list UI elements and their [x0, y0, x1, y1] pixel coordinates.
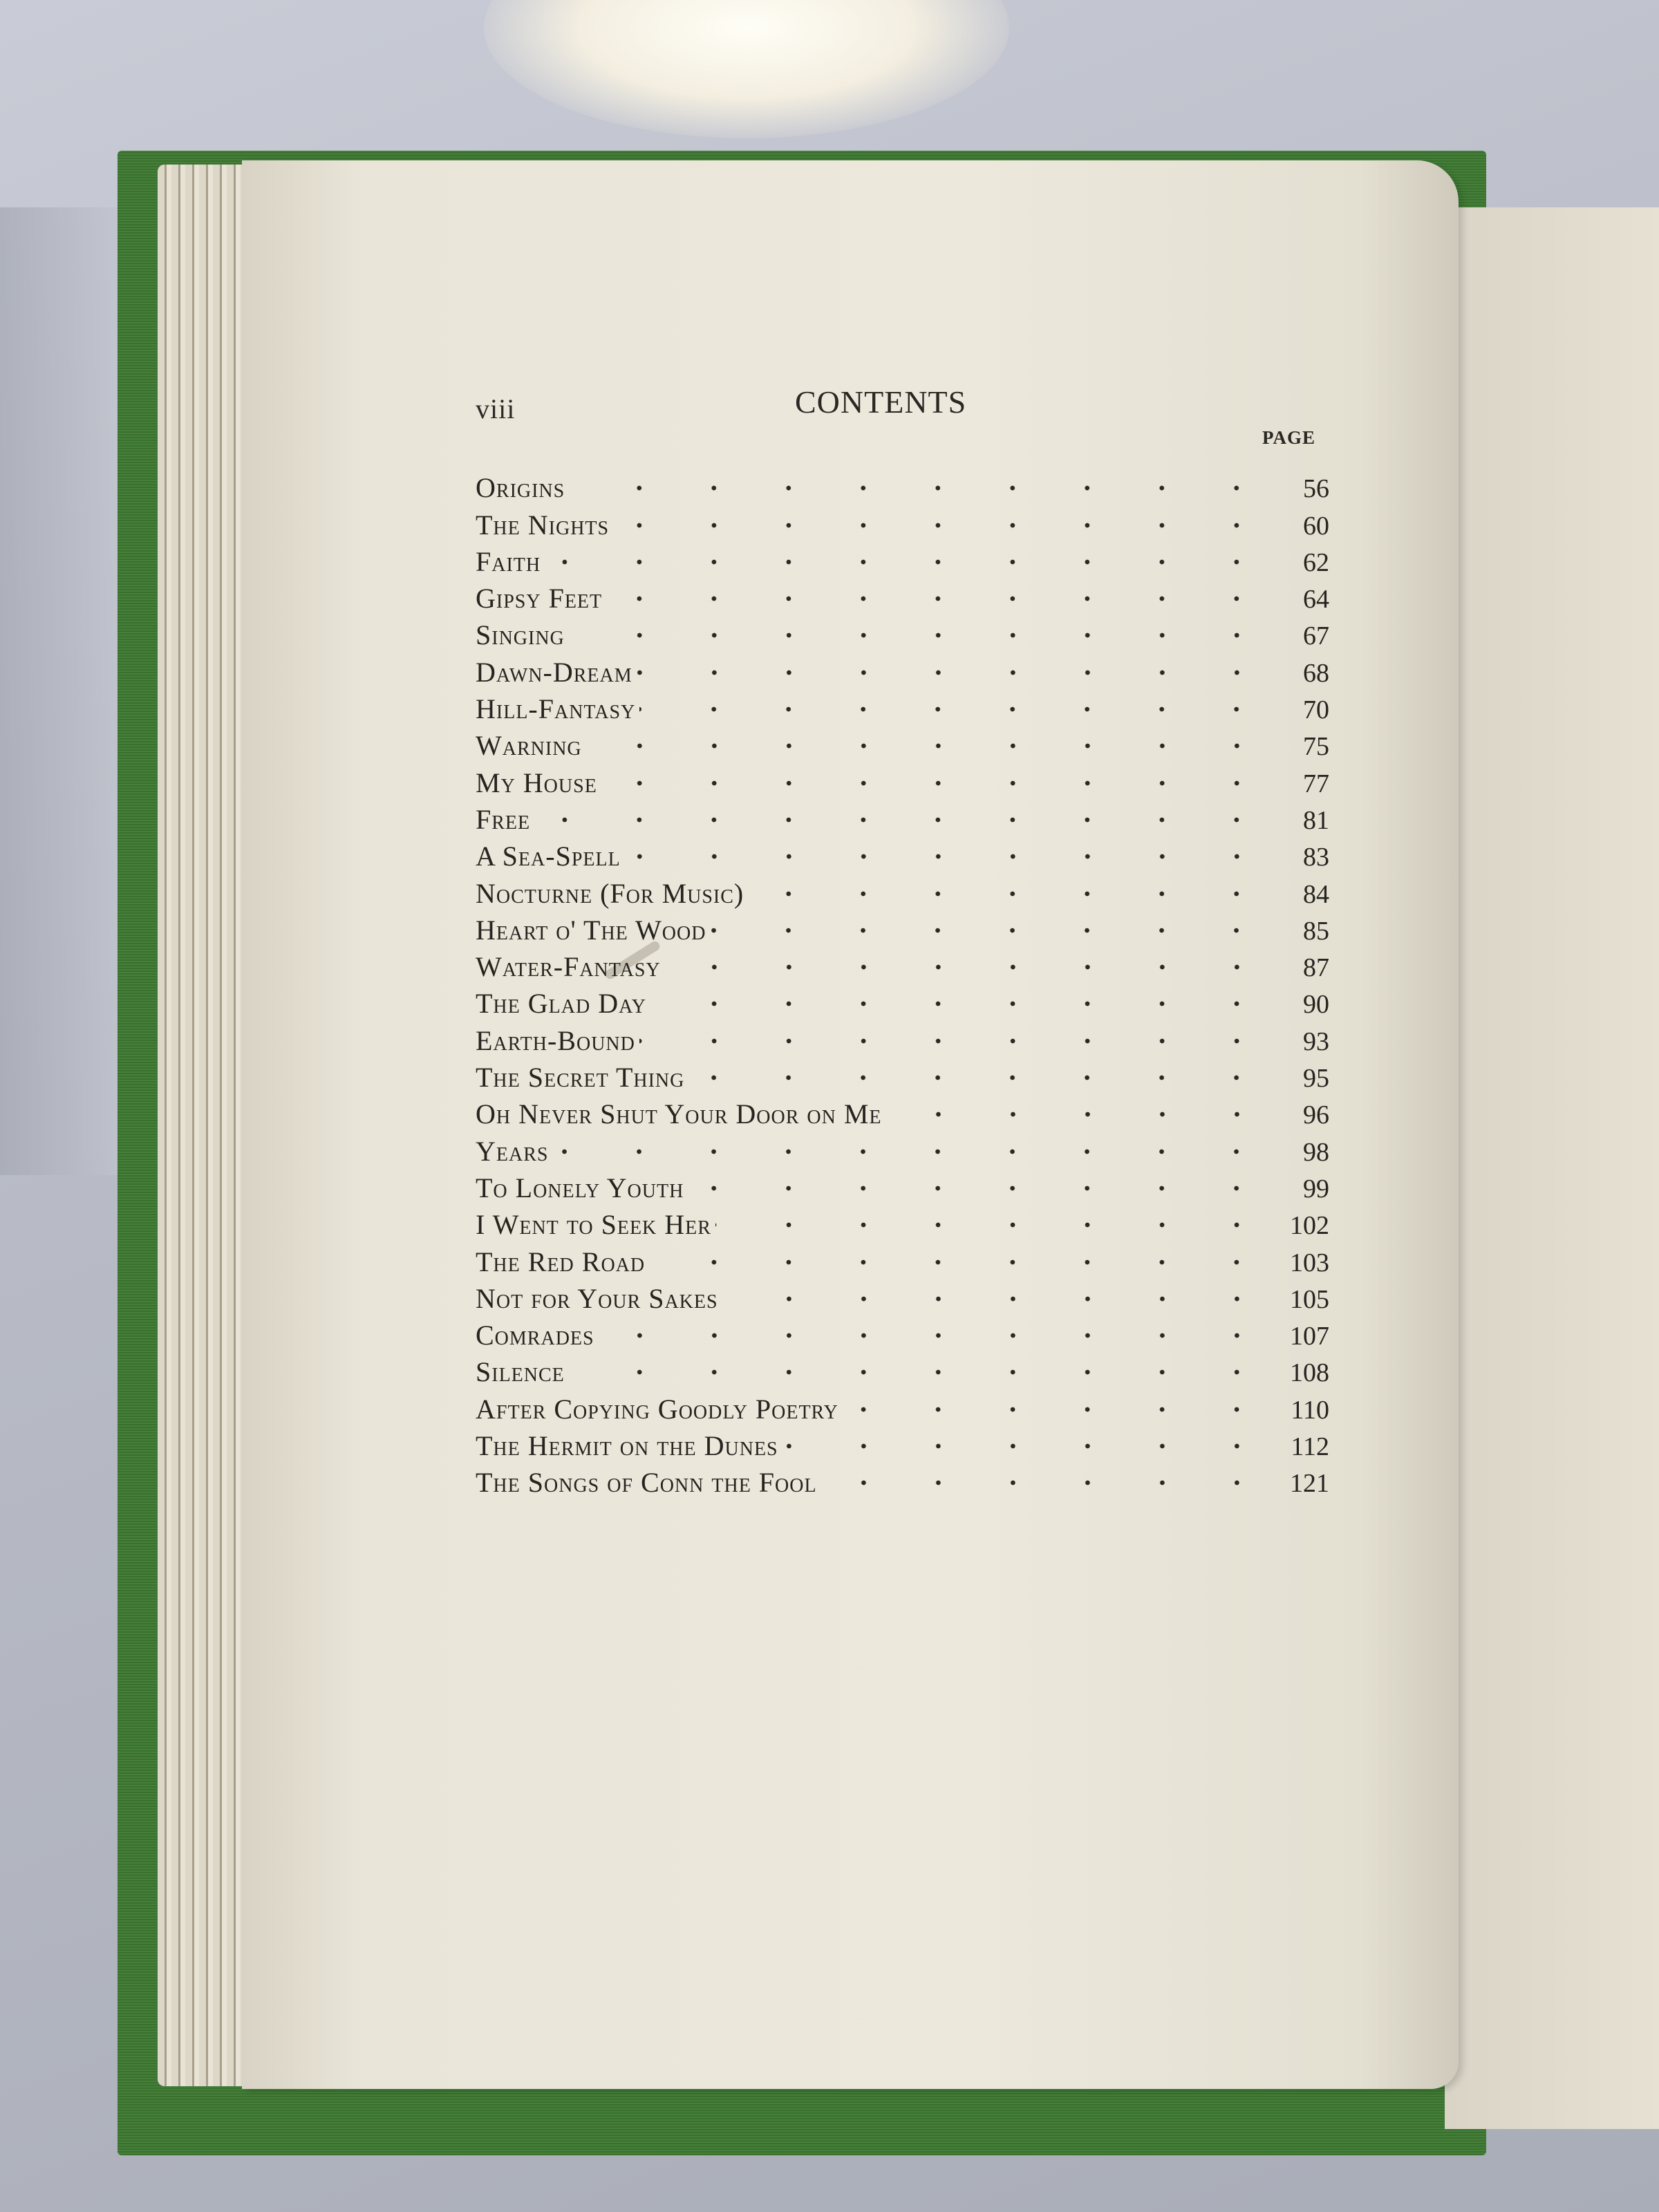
dot-leader — [625, 843, 1274, 870]
dot-leader — [601, 769, 1274, 797]
toc-entry-page: 81 — [1303, 805, 1329, 835]
toc-entry-page: 112 — [1291, 1432, 1329, 1462]
toc-entry-page: 96 — [1303, 1100, 1329, 1130]
toc-entry — [476, 576, 1329, 615]
toc-entry-title: Nocturne (For Music) — [476, 877, 744, 909]
dot-leader — [569, 1358, 1274, 1386]
facing-page — [1445, 207, 1659, 2129]
toc-entry-title: Origins — [476, 472, 565, 504]
toc-entry-page: 62 — [1303, 547, 1329, 577]
toc-entry-title: Hill-Fantasy — [476, 693, 636, 725]
toc-entry-page: 102 — [1290, 1211, 1329, 1241]
toc-entry — [476, 797, 1329, 834]
toc-entry-page: 77 — [1303, 769, 1329, 798]
toc-entry-page: 68 — [1303, 658, 1329, 688]
toc-entry — [476, 1386, 1329, 1423]
toc-entry-page: 107 — [1290, 1322, 1329, 1351]
toc-entry-title: I Went to Seek Her — [476, 1209, 711, 1241]
dot-leader — [599, 1322, 1274, 1349]
dot-leader — [637, 659, 1274, 686]
toc-entry — [476, 834, 1329, 870]
toc-entry-title: After Copying Goodly Poetry — [476, 1393, 838, 1425]
toc-entry-title: The Glad Day — [476, 988, 646, 1020]
toc-entry-page: 84 — [1303, 879, 1329, 909]
toc-entry-title: Gipsy Feet — [476, 583, 603, 615]
dot-leader — [545, 548, 1274, 576]
toc-entry-page: 93 — [1303, 1027, 1329, 1056]
toc-entry — [476, 1202, 1329, 1239]
toc-entry-title: Heart o' The Wood — [476, 914, 706, 946]
toc-entry-page: 87 — [1303, 953, 1329, 983]
dot-leader — [639, 695, 1274, 723]
toc-entry — [476, 1423, 1329, 1460]
dot-leader — [710, 917, 1274, 944]
toc-entry — [476, 870, 1329, 907]
toc-entry — [476, 760, 1329, 796]
toc-entry — [476, 502, 1329, 541]
toc-entry — [476, 1239, 1329, 1275]
toc-entry-title: To Lonely Youth — [476, 1172, 684, 1203]
contents-heading: CONTENTS — [795, 384, 967, 420]
toc-entry-title: The Secret Thing — [476, 1062, 685, 1094]
toc-entry — [476, 944, 1329, 981]
toc-entry-title: Warning — [476, 730, 582, 762]
toc-entry — [476, 612, 1329, 649]
toc-entry — [476, 1091, 1329, 1128]
toc-entry-title: Faith — [476, 545, 541, 577]
lamp-glow — [484, 0, 1009, 138]
toc-entry-title: Oh Never Shut Your Door on Me — [476, 1098, 882, 1130]
dot-leader — [782, 1432, 1274, 1460]
toc-entry-page: 70 — [1303, 695, 1329, 725]
toc-entry — [476, 1276, 1329, 1313]
dot-leader — [606, 585, 1274, 612]
toc-entry-title: Dawn-Dream — [476, 656, 632, 688]
toc-entry-title: The Nights — [476, 509, 610, 541]
dot-leader — [748, 880, 1274, 908]
page-edges — [158, 165, 254, 2086]
toc-entry-title: Not for Your Sakes — [476, 1282, 718, 1314]
dot-leader — [639, 1027, 1274, 1055]
toc-entry — [476, 1128, 1329, 1165]
toc-entry-page: 95 — [1303, 1064, 1329, 1094]
toc-entry-page: 75 — [1303, 732, 1329, 762]
toc-entry — [476, 723, 1329, 760]
toc-entry — [476, 686, 1329, 723]
dot-leader — [715, 1211, 1274, 1239]
dot-leader — [665, 953, 1274, 981]
toc-entry — [476, 981, 1329, 1018]
dot-leader — [722, 1285, 1274, 1313]
toc-entry — [476, 1460, 1329, 1497]
toc-entry-title: The Red Road — [476, 1246, 646, 1277]
toc-entry-title: Comrades — [476, 1320, 594, 1351]
toc-entry — [476, 1349, 1329, 1386]
toc-entry-title: Water-Fantasy — [476, 951, 661, 983]
toc-entry — [476, 1313, 1329, 1349]
dot-leader — [586, 732, 1274, 760]
toc-entry-page: 99 — [1303, 1174, 1329, 1203]
page-column-label: PAGE — [1262, 427, 1315, 448]
toc-entry-page: 110 — [1291, 1395, 1329, 1425]
toc-entry-page: 56 — [1303, 474, 1329, 504]
dot-leader — [649, 1248, 1274, 1276]
toc-entry-page: 67 — [1303, 621, 1329, 651]
toc-entry-title: The Hermit on the Dunes — [476, 1430, 778, 1462]
toc-entry — [476, 1055, 1329, 1094]
toc-entry-page: 90 — [1303, 990, 1329, 1020]
dot-leader — [552, 1138, 1274, 1165]
toc-entry-page: 85 — [1303, 916, 1329, 946]
page-folio: viii — [476, 393, 516, 424]
cloth-background — [0, 207, 124, 1175]
dot-leader — [569, 621, 1274, 649]
dot-leader — [688, 1064, 1274, 1091]
toc-entry-page: 83 — [1303, 843, 1329, 872]
toc-entry-title: Years — [476, 1135, 549, 1167]
dot-leader — [843, 1396, 1274, 1423]
toc-entry-title: Free — [476, 803, 531, 835]
toc-entry-page: 60 — [1303, 511, 1329, 541]
toc-entry-title: The Songs of Conn the Fool — [476, 1467, 817, 1499]
toc-entry — [476, 1018, 1329, 1054]
dot-leader — [534, 806, 1274, 834]
dot-leader — [821, 1469, 1274, 1497]
toc-entry-title: Singing — [476, 619, 565, 651]
toc-entry — [476, 1165, 1329, 1202]
toc-entry — [476, 908, 1329, 944]
toc-entry-page: 108 — [1290, 1358, 1329, 1388]
toc-entry-page: 64 — [1303, 585, 1329, 615]
toc-entry-page: 105 — [1290, 1284, 1329, 1314]
toc-entry — [476, 649, 1329, 686]
toc-entry-page: 103 — [1290, 1248, 1329, 1277]
dot-leader — [688, 1174, 1274, 1202]
toc-entry-title: A Sea-Spell — [476, 841, 621, 872]
toc-entry — [476, 465, 1329, 502]
toc-entry-title: Silence — [476, 1356, 565, 1388]
toc-entry — [476, 539, 1329, 576]
dot-leader — [650, 990, 1274, 1018]
dot-leader — [569, 474, 1274, 502]
toc-entry-page: 98 — [1303, 1137, 1329, 1167]
table-of-contents — [476, 465, 1329, 1497]
dot-leader — [613, 512, 1274, 539]
toc-entry-title: Earth-Bound — [476, 1024, 635, 1056]
toc-entry-title: My House — [476, 767, 597, 798]
dot-leader — [886, 1100, 1274, 1128]
toc-entry-page: 121 — [1290, 1469, 1329, 1499]
